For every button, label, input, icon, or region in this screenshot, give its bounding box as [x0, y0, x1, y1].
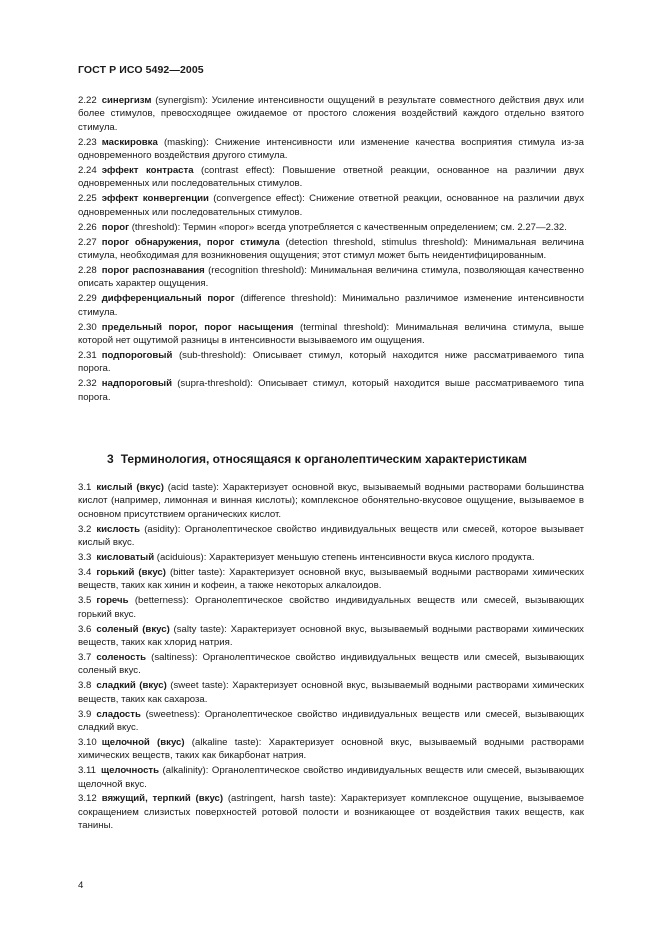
- term-entry: [78, 236, 584, 263]
- term-entry: [78, 321, 584, 348]
- term-entry: [78, 221, 584, 234]
- term-number: 2.25: [78, 193, 97, 205]
- term-name: маскировка: [101, 136, 158, 148]
- section-title-text: Терминология, относящаяся к органолептическим характеристикам: [120, 452, 528, 466]
- term-definition: (asidity): Органолептическое свойство индивидуальных веществ или смесей, которое вызывает кислый вкус.: [78, 523, 584, 549]
- term-name: порог обнаружения, порог стимула: [101, 236, 280, 248]
- term-number: 3.7: [78, 651, 92, 663]
- term-entry: [78, 523, 584, 550]
- term-number: 3.2: [78, 523, 92, 535]
- terms-list-section-2: [78, 94, 584, 405]
- term-definition: (alkaline taste): Характеризует основной вкус, вызываемый водными растворами химических веществ, таких как бикарбонат натрия.: [78, 736, 584, 762]
- term-number: 3.4: [78, 566, 92, 578]
- term-entry: [78, 164, 584, 191]
- section-number: 3: [107, 452, 114, 466]
- term-definition: (sweetness): Органолептическое свойство индивидуальных веществ или смесей, вызывающих сладкий вкус.: [78, 708, 584, 733]
- term-number: 2.32: [78, 378, 97, 390]
- term-definition: (convergence effect): Снижение ответной реакции, основанное на различии двух одновременных или последовательных стимулов.: [78, 193, 584, 218]
- term-number: 3.1: [78, 482, 92, 493]
- term-number: 3.10: [78, 736, 97, 748]
- term-name: порог: [101, 221, 130, 233]
- section-heading: [107, 452, 527, 466]
- term-number: 3.11: [78, 765, 96, 777]
- term-entry: [78, 349, 584, 376]
- term-entry: [78, 679, 584, 706]
- term-definition: (sweet taste): Характеризует основной вкус, вызываемый водными растворами химических веществ, таких как сахароза.: [78, 680, 585, 705]
- term-entry: [78, 792, 584, 832]
- term-name: надпороговый: [101, 378, 173, 390]
- term-name: эффект конвергенции: [101, 193, 209, 205]
- term-entry: [78, 708, 584, 735]
- term-definition: (contrast effect): Повышение ответной реакции, основанное на различии двух одновременных или последовательных стимулов.: [78, 165, 584, 190]
- term-name: щелочность: [100, 765, 160, 777]
- term-definition: (saltiness): Органолептическое свойство индивидуальных веществ или смесей, вызывающих соленый вкус.: [78, 651, 584, 677]
- term-entry: [78, 292, 584, 319]
- term-entry: [78, 377, 584, 404]
- term-definition: (aciduious): Характеризует меньшую степень интенсивности вкуса кислого продукта.: [154, 552, 535, 564]
- term-definition: (detection threshold, stimulus threshold): Минимальная величина стимула, необходимая для возникновения ощущения; этот стимул может быть неидентифицированным.: [78, 236, 584, 261]
- term-entry: [78, 551, 584, 564]
- term-entry: [78, 192, 584, 219]
- term-name: предельный порог, порог насыщения: [101, 321, 294, 333]
- term-name: соленость: [96, 651, 147, 663]
- term-number: 3.8: [78, 680, 92, 692]
- term-definition: (astringent, harsh taste): Характеризует комплексное ощущение, вызываемое сокращением слизистых поверхностей ротовой полости и возникающее от воздействия таких веществ, как танины.: [78, 793, 584, 832]
- term-entry: [78, 136, 584, 163]
- term-definition: (acid taste): Характеризует основной вкус, вызываемый водными растворами большинства кислот (например, лимонная и винная кислоты); комплексное обонятельно-вкусовое ощущение, вызываемое в основном присутствием органических кислот.: [78, 482, 584, 520]
- term-number: 2.30: [78, 321, 97, 333]
- term-number: 3.12: [78, 793, 97, 805]
- term-name: сладкий (вкус): [96, 680, 167, 692]
- page-number: 4: [78, 880, 84, 891]
- term-entry: [78, 594, 584, 621]
- term-definition: (threshold): Термин «порог» всегда употребляется с качественным определением; см. 2.27—2.32.: [129, 221, 567, 233]
- term-entry: [78, 264, 584, 291]
- term-name: подпороговый: [101, 349, 173, 361]
- term-number: 3.9: [78, 708, 92, 720]
- term-entry: [78, 623, 584, 650]
- term-number: 2.24: [78, 165, 97, 177]
- term-name: эффект контраста: [101, 165, 194, 177]
- term-number: 2.31: [78, 349, 97, 361]
- terms-list-section-3: [78, 481, 584, 834]
- term-name: щелочной (вкус): [101, 736, 185, 748]
- term-number: 2.27: [78, 236, 97, 248]
- term-name: синергизм: [101, 95, 152, 106]
- term-definition: (alkalinity): Органолептическое свойство индивидуальных веществ или смесей, вызывающих щелочной вкус.: [78, 765, 584, 790]
- term-definition: (salty taste): Характеризует основной вкус, вызываемый водными растворами химических веществ, таких как хлорид натрия.: [78, 623, 584, 648]
- term-number: 2.26: [78, 221, 97, 233]
- term-definition: (betterness): Органолептическое свойство индивидуальных веществ или смесей, вызывающих горький вкус.: [78, 595, 584, 620]
- term-definition: (difference threshold): Минимально различимое изменение интенсивности стимула.: [78, 293, 585, 318]
- term-name: кислость: [96, 523, 141, 535]
- term-entry: [78, 736, 584, 763]
- term-name: вяжущий, терпкий (вкус): [101, 793, 224, 805]
- term-name: дифференциальный порог: [101, 293, 235, 305]
- term-definition: (supra-threshold): Описывает стимул, который находится выше рассматриваемого типа порога.: [78, 378, 584, 403]
- term-name: сладость: [96, 708, 141, 720]
- term-name: кислый (вкус): [96, 482, 164, 493]
- page-header: ГОСТ Р ИСО 5492—2005: [78, 64, 204, 76]
- term-definition: (synergism): Усиление интенсивности ощущений в результате совместного действия двух или более стимулов, превосходящее ожидаемое от простого сложения воздействий каждого отдельно взятого стимула.: [78, 95, 584, 133]
- term-definition: (sub-threshold): Описывает стимул, который находится ниже рассматриваемого типа порога.: [78, 349, 584, 375]
- term-entry: [78, 481, 584, 521]
- term-number: 2.23: [78, 136, 97, 148]
- term-number: 2.28: [78, 264, 97, 276]
- term-name: соленый (вкус): [96, 623, 170, 635]
- term-number: 2.29: [78, 293, 97, 305]
- term-name: горький (вкус): [96, 566, 166, 578]
- term-entry: [78, 94, 584, 134]
- term-definition: (terminal threshold): Минимальная величина стимула, выше которой нет ощутимой разницы в интенсивности вызываемого им ощущения.: [78, 321, 585, 346]
- term-definition: (masking): Снижение интенсивности или изменение качества восприятия стимула из-за одновременного воздействия другого стимула.: [78, 136, 584, 162]
- term-name: порог распознавания: [101, 264, 205, 276]
- term-definition: (recognition threshold): Минимальная величина стимула, позволяющая качественно описать характер ощущения.: [78, 264, 584, 290]
- term-number: 3.5: [78, 595, 92, 607]
- term-number: 3.3: [78, 552, 92, 564]
- term-name: горечь: [96, 595, 129, 607]
- term-entry: [78, 651, 584, 678]
- term-number: 3.6: [78, 623, 92, 635]
- term-number: 2.22: [78, 95, 97, 106]
- term-definition: (bitter taste): Характеризует основной вкус, вызываемый водными растворами химических веществ, таких как хинин и кофеин, а также некоторых алкалоидов.: [78, 566, 584, 592]
- term-entry: [78, 566, 584, 593]
- term-entry: [78, 764, 584, 791]
- term-name: кисловатый: [96, 552, 155, 564]
